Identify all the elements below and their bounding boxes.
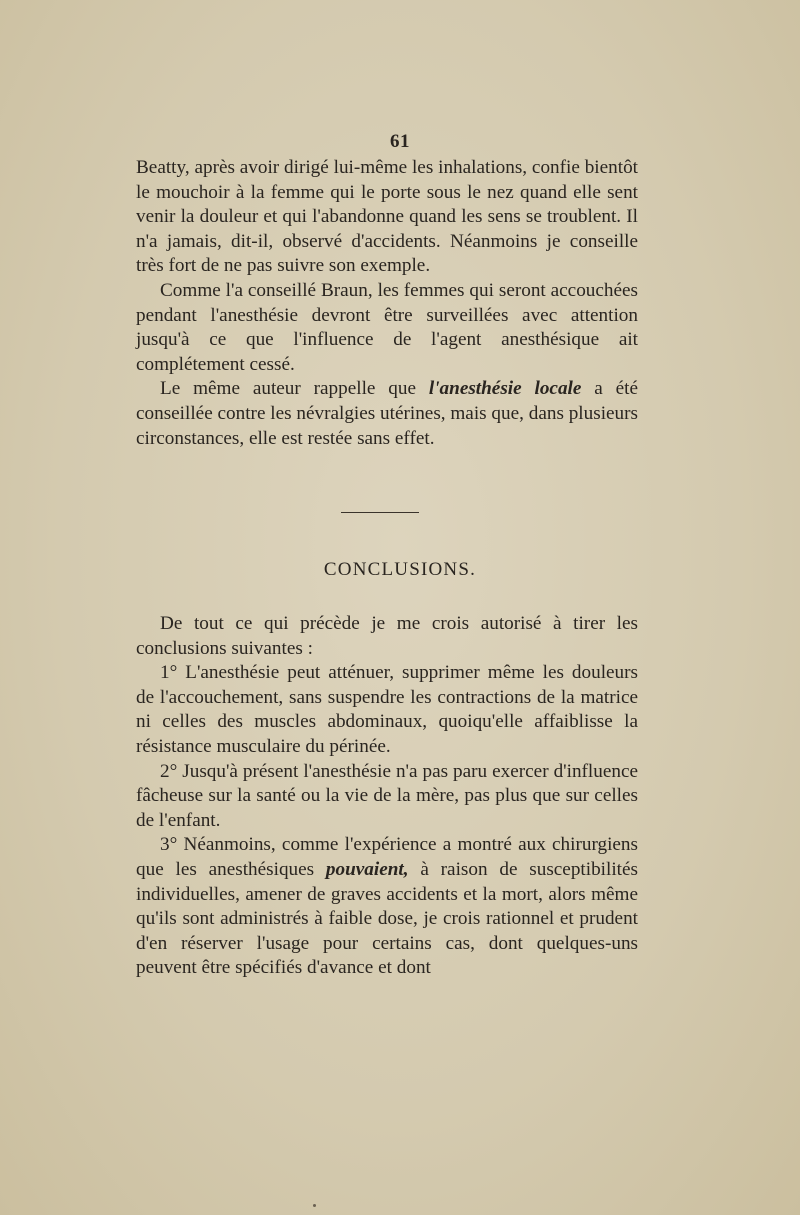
emphasis-pouvaient: pouvaient, — [325, 858, 409, 880]
conclusion-item-3 — [136, 833, 638, 981]
conclusion-item-3-end: à raison de susceptibilités individuelles, amener de graves accidents et la mort, alors même qu'ils sont administrés à faible dose, je crois rationnel et prudent d'en réserver l'usage pour certains cas, dont quelques-uns peuvent être spécifiés d'avance et dont — [136, 858, 638, 979]
section-heading-conclusions: CONCLUSIONS. — [323, 559, 477, 580]
body-text-conclusions — [136, 612, 638, 981]
body-text-top — [136, 156, 638, 451]
section-divider-rule — [341, 512, 419, 513]
paragraph-braun: Comme l'a conseillé Braun, les femmes qui seront accouchées pendant l'anesthésie devront être surveillées avec attention jusqu'à ce que l'influence de l'agent anesthésique ait complétement cessé. — [136, 279, 638, 375]
paragraph-local-anesthesia — [136, 377, 638, 451]
paragraph-beatty: Beatty, après avoir dirigé lui-même les inhalations, confie bientôt le mouchoir à la femme qui le porte sous le nez quand elle sent venir la douleur et qui l'abandonne quand les sens se troublent. Il n'a jamais, dit-il, observé d'accidents. Néanmoins je conseille très fort de ne pas suivre son exemple. — [136, 157, 638, 277]
conclusions-intro: De tout ce qui précède je me crois autorisé à tirer les conclusions suivantes : — [136, 613, 638, 659]
conclusion-item-1: 1° L'anesthésie peut atténuer, supprimer même les douleurs de l'accouchement, sans suspendre les contractions de la matrice ni celles des muscles abdominaux, quoiqu'elle affaiblisse la résistance musculaire du périnée. — [136, 662, 638, 757]
paper-speck — [313, 1204, 316, 1207]
conclusion-item-2: 2° Jusqu'à présent l'anesthésie n'a pas paru exercer d'influence fâcheuse sur la santé ou la vie de la mère, pas plus que sur celles de l'enfant. — [136, 760, 638, 831]
page-number: 61 — [390, 131, 410, 152]
paragraph-local-anesthesia-end: a été conseillée contre les névralgies utérines, mais que, dans plusieurs circonstances, elle est restée sans effet. — [136, 378, 639, 449]
emphasis-anesthesie-locale: l'anesthésie locale — [428, 378, 582, 400]
conclusion-item-3-start: 3° Néanmoins, comme l'expérience a montré aux chirurgiens que les anesthésiques — [136, 834, 638, 880]
paragraph-local-anesthesia-start: Le même auteur rappelle que — [160, 378, 429, 400]
